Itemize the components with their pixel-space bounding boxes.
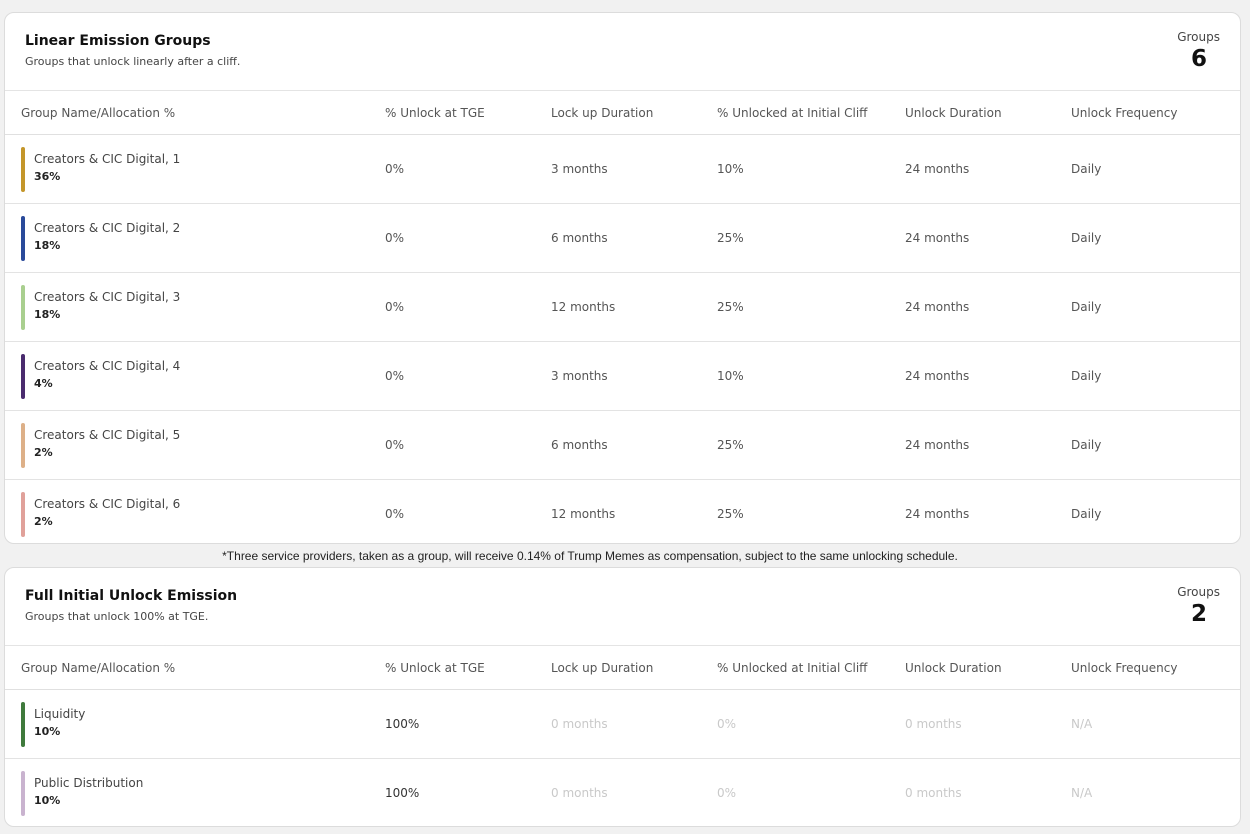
color-bar xyxy=(21,492,25,537)
table-row xyxy=(5,273,1240,342)
unlock-at-tge: 0% xyxy=(385,300,405,314)
unlock-duration: 24 months xyxy=(905,507,970,521)
column-header-group: Group Name/Allocation % xyxy=(21,660,176,675)
unlock-duration: 0 months xyxy=(905,717,962,731)
group-name: Creators & CIC Digital, 4 xyxy=(34,359,181,373)
group-allocation: 10% xyxy=(34,725,61,738)
card-subtitle: Groups that unlock linearly after a cliff. xyxy=(25,55,241,68)
group-allocation: 2% xyxy=(34,446,53,459)
groups-count: 2 xyxy=(1190,601,1207,627)
unlock-frequency: Daily xyxy=(1071,369,1102,383)
table-row xyxy=(5,690,1240,759)
unlock-at-tge: 0% xyxy=(385,438,405,452)
group-name: Creators & CIC Digital, 6 xyxy=(34,497,181,511)
table-row xyxy=(5,480,1240,544)
unlock-at-tge: 0% xyxy=(385,507,405,521)
group-name: Creators & CIC Digital, 5 xyxy=(34,428,181,442)
unlock-at-tge: 100% xyxy=(385,717,420,731)
group-allocation: 4% xyxy=(34,377,53,390)
initial-cliff: 25% xyxy=(717,438,744,452)
unlock-at-tge: 0% xyxy=(385,369,405,383)
unlock-at-tge: 0% xyxy=(385,231,405,245)
color-bar xyxy=(21,423,25,468)
initial-cliff: 0% xyxy=(717,786,737,800)
card-title: Linear Emission Groups xyxy=(25,33,211,49)
table-row xyxy=(5,204,1240,273)
column-header-group: Group Name/Allocation % xyxy=(21,105,176,120)
full-table-body xyxy=(5,690,1240,827)
unlock-frequency: Daily xyxy=(1071,300,1102,314)
group-allocation: 10% xyxy=(34,794,61,807)
lockup-duration: 0 months xyxy=(551,786,608,800)
full-unlock-card xyxy=(4,567,1241,827)
unlock-at-tge: 100% xyxy=(385,786,420,800)
group-name: Public Distribution xyxy=(34,776,144,790)
groups-label: Groups xyxy=(1177,30,1220,44)
lockup-duration: 3 months xyxy=(551,162,608,176)
group-allocation: 36% xyxy=(34,170,61,183)
lockup-duration: 12 months xyxy=(551,300,616,314)
lockup-duration: 6 months xyxy=(551,438,608,452)
column-header-tge: % Unlock at TGE xyxy=(385,105,485,120)
table-row xyxy=(5,342,1240,411)
unlock-duration: 24 months xyxy=(905,231,970,245)
unlock-frequency: N/A xyxy=(1071,717,1093,731)
footnote: *Three service providers, taken as a group, will receive 0.14% of Trump Memes as compensation, subject to the same unlocking schedule. xyxy=(222,549,958,563)
initial-cliff: 0% xyxy=(717,717,737,731)
initial-cliff: 25% xyxy=(717,300,744,314)
color-bar xyxy=(21,702,25,747)
initial-cliff: 10% xyxy=(717,162,744,176)
groups-label: Groups xyxy=(1177,585,1220,599)
color-bar xyxy=(21,771,25,816)
initial-cliff: 10% xyxy=(717,369,744,383)
column-header-tge: % Unlock at TGE xyxy=(385,660,485,675)
table-row xyxy=(5,411,1240,480)
column-header-cliff: % Unlocked at Initial Cliff xyxy=(717,105,868,120)
unlock-frequency: Daily xyxy=(1071,231,1102,245)
lockup-duration: 6 months xyxy=(551,231,608,245)
card-title: Full Initial Unlock Emission xyxy=(25,588,238,604)
column-header-frequency: Unlock Frequency xyxy=(1071,660,1178,675)
unlock-duration: 0 months xyxy=(905,786,962,800)
color-bar xyxy=(21,147,25,192)
group-name: Liquidity xyxy=(34,707,86,721)
lockup-duration: 0 months xyxy=(551,717,608,731)
column-header-lockup: Lock up Duration xyxy=(551,105,654,120)
group-allocation: 2% xyxy=(34,515,53,528)
linear-table-body xyxy=(5,135,1240,544)
group-name: Creators & CIC Digital, 1 xyxy=(34,152,181,166)
lockup-duration: 3 months xyxy=(551,369,608,383)
groups-count: 6 xyxy=(1190,46,1207,72)
card-header xyxy=(5,568,1240,646)
color-bar xyxy=(21,285,25,330)
unlock-at-tge: 0% xyxy=(385,162,405,176)
group-allocation: 18% xyxy=(34,308,61,321)
unlock-frequency: Daily xyxy=(1071,162,1102,176)
unlock-frequency: Daily xyxy=(1071,438,1102,452)
table-row xyxy=(5,759,1240,827)
table-header xyxy=(5,646,1240,690)
color-bar xyxy=(21,216,25,261)
color-bar xyxy=(21,354,25,399)
card-header xyxy=(5,13,1240,91)
group-name: Creators & CIC Digital, 2 xyxy=(34,221,181,235)
column-header-frequency: Unlock Frequency xyxy=(1071,105,1178,120)
table-header xyxy=(5,91,1240,135)
linear-emission-card xyxy=(4,12,1241,544)
table-row xyxy=(5,135,1240,204)
column-header-duration: Unlock Duration xyxy=(905,660,1002,675)
column-header-duration: Unlock Duration xyxy=(905,105,1002,120)
group-name: Creators & CIC Digital, 3 xyxy=(34,290,181,304)
initial-cliff: 25% xyxy=(717,231,744,245)
unlock-frequency: Daily xyxy=(1071,507,1102,521)
unlock-duration: 24 months xyxy=(905,438,970,452)
column-header-cliff: % Unlocked at Initial Cliff xyxy=(717,660,868,675)
unlock-duration: 24 months xyxy=(905,300,970,314)
lockup-duration: 12 months xyxy=(551,507,616,521)
unlock-duration: 24 months xyxy=(905,162,970,176)
group-allocation: 18% xyxy=(34,239,61,252)
unlock-frequency: N/A xyxy=(1071,786,1093,800)
column-header-lockup: Lock up Duration xyxy=(551,660,654,675)
initial-cliff: 25% xyxy=(717,507,744,521)
card-subtitle: Groups that unlock 100% at TGE. xyxy=(25,610,209,623)
unlock-duration: 24 months xyxy=(905,369,970,383)
